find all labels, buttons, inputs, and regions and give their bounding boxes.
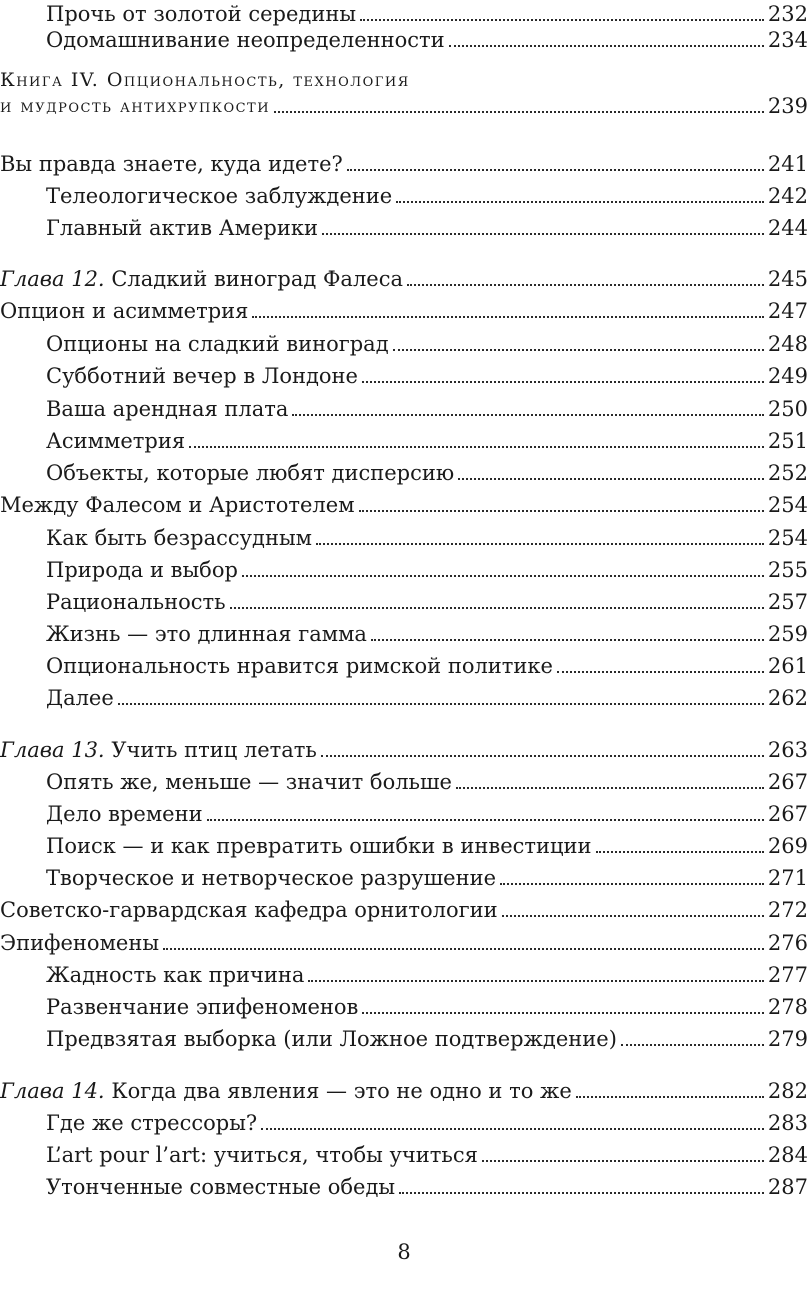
chapter-number: Глава 13.	[0, 738, 105, 762]
toc-entry-title	[0, 297, 248, 325]
toc-page-number: 257	[767, 590, 808, 614]
toc-page-number: 254	[767, 493, 808, 517]
toc-page-number: 284	[767, 1143, 808, 1167]
toc-page-number: 276	[767, 931, 808, 955]
toc-entry-text: Учить птиц летать	[111, 738, 317, 762]
toc-entry-title	[46, 214, 318, 242]
toc-entry[interactable]	[46, 20, 808, 54]
toc-entry-title	[0, 491, 355, 519]
toc-entry[interactable]	[0, 291, 808, 325]
toc-entry[interactable]	[0, 144, 808, 178]
toc-entry-text: Природа и выбор	[46, 558, 238, 582]
toc-entry[interactable]	[46, 518, 808, 552]
toc-entry-text: Когда два явления — это не одно и то же	[111, 1079, 572, 1103]
toc-entry[interactable]	[46, 762, 808, 796]
toc-entry-text: Эпифеномены	[0, 931, 160, 955]
dot-leader	[261, 1128, 764, 1130]
toc-page-number: 251	[767, 429, 808, 453]
dot-leader	[359, 510, 764, 512]
toc-entry[interactable]	[46, 1019, 808, 1053]
toc-page-number: 242	[767, 184, 808, 208]
toc-entry-text: Вы правда знаете, куда идете?	[0, 152, 343, 176]
toc-entry-title	[46, 395, 288, 423]
dot-leader	[371, 639, 764, 641]
dot-leader	[321, 755, 764, 757]
toc-entry[interactable]	[46, 794, 808, 828]
toc-entry-text: Опциональность нравится римской политике	[46, 654, 553, 678]
toc-page-number: 267	[767, 770, 808, 794]
toc-page-number: 283	[767, 1111, 808, 1135]
toc-entry[interactable]	[46, 614, 808, 648]
toc-entry-text: Между Фалесом и Аристотелем	[0, 493, 355, 517]
dot-leader	[396, 201, 764, 203]
dot-leader	[322, 233, 764, 235]
toc-entry[interactable]	[46, 955, 808, 989]
dot-leader	[252, 316, 764, 318]
toc-page-number: 232	[767, 2, 808, 26]
dot-leader	[308, 980, 763, 982]
book-heading: Книга IV. Опциональность, технология	[0, 69, 410, 91]
toc-page-number: 241	[767, 152, 808, 176]
toc-entry[interactable]	[46, 678, 808, 712]
toc-page-number: 272	[767, 898, 808, 922]
dot-leader	[207, 819, 764, 821]
toc-page-number: 250	[767, 397, 808, 421]
toc-entry-title	[0, 736, 317, 764]
toc-entry-title	[46, 652, 553, 680]
toc-entry-title	[0, 896, 498, 924]
toc-entry-title	[46, 1173, 395, 1201]
toc-entry-title	[46, 1141, 478, 1169]
toc-entry-title	[46, 993, 358, 1021]
toc-entry[interactable]	[0, 730, 808, 764]
toc-entry[interactable]	[46, 453, 808, 487]
toc-entry[interactable]	[46, 858, 808, 892]
toc-page-number: 263	[767, 738, 808, 762]
page-number: 8	[397, 1240, 411, 1264]
dot-leader	[449, 45, 764, 47]
toc-page-number: 269	[767, 834, 808, 858]
toc-entry-text: Одомашнивание неопределенности	[46, 28, 445, 52]
toc-page-number: 259	[767, 622, 808, 646]
toc-entry-text: Жадность как причина	[46, 963, 305, 987]
toc-entry[interactable]	[46, 646, 808, 680]
dot-leader	[456, 787, 764, 789]
toc-entry-title	[46, 1025, 617, 1053]
toc-entry-text: Рациональность	[46, 590, 226, 614]
toc-entry-text: Где же стрессоры?	[46, 1111, 258, 1135]
toc-page-number: 278	[767, 995, 808, 1019]
chapter-number: Глава 14.	[0, 1079, 105, 1103]
toc-entry-text: Опционы на сладкий виноград	[46, 332, 389, 356]
dot-leader	[163, 948, 764, 950]
dot-leader	[118, 703, 764, 705]
toc-entry[interactable]	[46, 826, 808, 860]
toc-entry-text: Как быть безрассудным	[46, 526, 312, 550]
toc-entry[interactable]	[0, 923, 808, 957]
toc-entry-text: Сладкий виноград Фалеса	[111, 267, 403, 291]
toc-page-number: 248	[767, 332, 808, 356]
toc-entry-text: Советско-гарвардская кафедра орнитологии	[0, 898, 498, 922]
toc-entry-text: Дело времени	[46, 802, 203, 826]
toc-entry[interactable]	[46, 1167, 808, 1201]
toc-entry-text: Субботний вечер в Лондоне	[46, 364, 358, 388]
toc-entry[interactable]	[0, 890, 808, 924]
toc-page-number: 247	[767, 299, 808, 323]
dot-leader	[502, 915, 764, 917]
toc-entry-text: Развенчание эпифеноменов	[46, 995, 359, 1019]
toc-page-number: 279	[767, 1027, 808, 1051]
toc-entry-title	[46, 768, 452, 796]
toc-entry-text: и мудрость антихрупкости	[0, 95, 271, 117]
toc-entry[interactable]	[46, 550, 808, 584]
toc-entry-text: Асимметрия	[46, 429, 186, 453]
toc-page-number: 245	[767, 267, 808, 291]
toc-entry-text: L’art pour l’art: учиться, чтобы учиться	[46, 1143, 478, 1167]
dot-leader	[596, 851, 764, 853]
toc-entry-title	[46, 26, 445, 54]
toc-entry-text: Поиск — и как превратить ошибки в инвестиции	[46, 834, 592, 858]
dot-leader	[576, 1096, 764, 1098]
dot-leader	[347, 169, 764, 171]
toc-entry-text: Далее	[46, 686, 114, 710]
toc-entry[interactable]	[46, 1103, 808, 1137]
toc-entry-title	[46, 362, 358, 390]
toc-entry-title	[46, 427, 185, 455]
toc-page-number: 244	[767, 216, 808, 240]
toc-entry-text: Опять же, меньше — значит больше	[46, 770, 452, 794]
dot-leader	[242, 575, 764, 577]
toc-page-number: 239	[767, 94, 808, 118]
toc-page-number: 249	[767, 364, 808, 388]
toc-entry-text: Главный актив Америки	[46, 216, 318, 240]
toc-entry-title	[46, 330, 389, 358]
toc-entry[interactable]	[46, 582, 808, 616]
dot-leader	[458, 478, 764, 480]
toc-page-number: 267	[767, 802, 808, 826]
toc-entry-text: Жизнь — это длинная гамма	[46, 622, 367, 646]
dot-leader	[362, 381, 764, 383]
toc-entry-title	[46, 620, 367, 648]
toc-entry-title	[0, 91, 270, 120]
dot-leader	[189, 446, 764, 448]
toc-entry-text: Творческое и нетворческое разрушение	[46, 866, 497, 890]
toc-entry[interactable]	[0, 259, 808, 293]
dot-leader	[362, 1012, 764, 1014]
toc-entry[interactable]	[46, 389, 808, 423]
dot-leader	[393, 349, 764, 351]
toc-entry-title	[46, 961, 304, 989]
toc-entry-title	[46, 800, 203, 828]
toc-entry[interactable]	[46, 208, 808, 242]
dot-leader	[407, 284, 764, 286]
toc-page-number: 261	[767, 654, 808, 678]
toc-entry[interactable]	[46, 324, 808, 358]
toc-entry[interactable]	[0, 485, 808, 519]
toc-entry-title	[46, 864, 496, 892]
toc-entry-text: Предвзятая выборка (или Ложное подтверждение)	[46, 1027, 617, 1051]
dot-leader	[557, 671, 764, 673]
dot-leader	[316, 543, 764, 545]
toc-entry-title	[46, 182, 392, 210]
toc-page-number: 277	[767, 963, 808, 987]
toc-page-number: 254	[767, 526, 808, 550]
toc-entry-title	[0, 265, 403, 293]
toc-entry[interactable]	[0, 86, 808, 120]
toc-entry[interactable]	[46, 176, 808, 210]
chapter-number: Глава 12.	[0, 267, 105, 291]
toc-entry-title	[46, 524, 312, 552]
toc-entry-title	[0, 1077, 572, 1105]
toc-entry[interactable]	[46, 421, 808, 455]
toc-entry-title	[46, 832, 592, 860]
toc-page-number: 234	[767, 28, 808, 52]
toc-page-number: 282	[767, 1079, 808, 1103]
toc-page-number: 252	[767, 461, 808, 485]
dot-leader	[292, 414, 763, 416]
toc-entry-title	[46, 1109, 257, 1137]
toc-entry-text: Утонченные совместные обеды	[46, 1175, 396, 1199]
toc-entry[interactable]	[46, 1135, 808, 1169]
dot-leader	[399, 1192, 764, 1194]
toc-entry-text: Прочь от золотой середины	[46, 2, 357, 26]
dot-leader	[500, 883, 764, 885]
toc-entry-title	[0, 150, 343, 178]
dot-leader	[274, 111, 764, 113]
toc-entry[interactable]	[46, 356, 808, 390]
dot-leader	[621, 1044, 764, 1046]
toc-entry-title	[46, 684, 114, 712]
toc-entry-text: Объекты, которые любят дисперсию	[46, 461, 455, 485]
toc-entry-title	[46, 556, 238, 584]
toc-page-number: 255	[767, 558, 808, 582]
dot-leader	[230, 607, 764, 609]
toc-entry[interactable]	[0, 1071, 808, 1105]
toc-page-number: 271	[767, 866, 808, 890]
toc-entry-text: Опцион и асимметрия	[0, 299, 249, 323]
toc-entry-text: Телеологическое заблуждение	[46, 184, 393, 208]
dot-leader	[482, 1160, 764, 1162]
toc-page-number: 287	[767, 1175, 808, 1199]
toc-entry-title	[0, 929, 159, 957]
toc-entry-text: Ваша арендная плата	[46, 397, 289, 421]
toc-entry[interactable]	[46, 987, 808, 1021]
toc-page-number: 262	[767, 686, 808, 710]
toc-entry-title	[46, 459, 454, 487]
toc-entry-title	[46, 588, 226, 616]
